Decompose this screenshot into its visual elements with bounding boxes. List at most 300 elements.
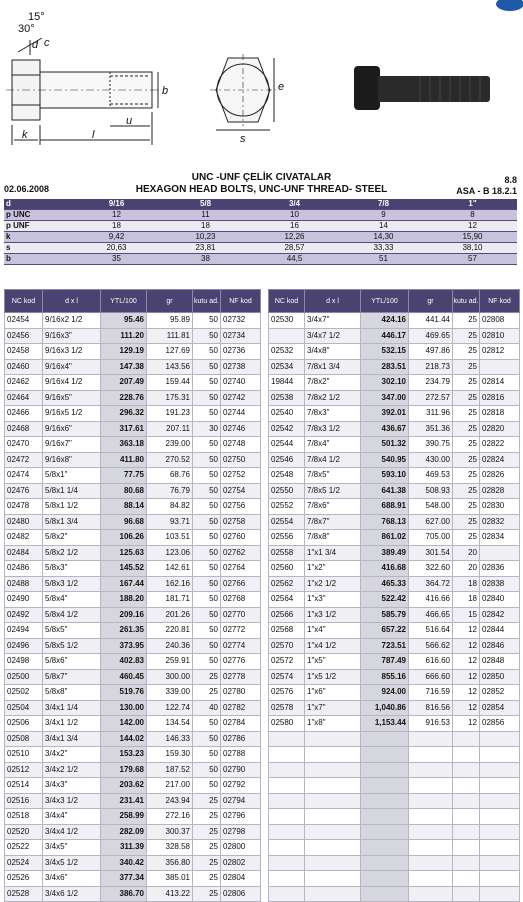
- size-cell: 5/8x4": [43, 592, 101, 608]
- nc-code-cell: 02532: [269, 344, 305, 360]
- nc-code-cell: 02462: [5, 375, 43, 391]
- size-cell: 1"x7": [305, 700, 361, 716]
- box-qty-cell: 12: [453, 700, 480, 716]
- size-cell: 1"x3": [305, 592, 361, 608]
- size-cell: 7/8x5 1/2: [305, 483, 361, 499]
- price-cell: 209.16: [101, 607, 147, 623]
- column-header: NC kod: [5, 290, 43, 313]
- size-cell: 9/16x5 1/2: [43, 406, 101, 422]
- nf-code-cell: 02822: [480, 437, 520, 453]
- spec-cell: 10: [250, 210, 339, 221]
- nf-code-cell: 02816: [480, 390, 520, 406]
- nc-code-cell: 02514: [5, 778, 43, 794]
- price-cell: 125.63: [101, 545, 147, 561]
- spec-row-label: k: [4, 232, 72, 243]
- spec-cell: 57: [428, 254, 517, 265]
- weight-cell: 548.00: [409, 499, 453, 515]
- weight-cell: 705.00: [409, 530, 453, 546]
- table-row: [269, 359, 520, 375]
- weight-cell: 142.61: [147, 561, 193, 577]
- box-qty-cell: 50: [193, 762, 221, 778]
- nc-code-cell: 02572: [269, 654, 305, 670]
- box-qty-cell: 50: [193, 328, 221, 344]
- price-cell: 188.20: [101, 592, 147, 608]
- price-cell: 77.75: [101, 468, 147, 484]
- dim-s-label: s: [240, 133, 246, 145]
- box-qty-cell: 25: [453, 359, 480, 375]
- column-header: YTL/100: [101, 290, 147, 313]
- spec-table: [4, 199, 517, 265]
- box-qty-cell: 50: [193, 561, 221, 577]
- nc-code-cell: 02578: [269, 700, 305, 716]
- nf-code-cell: [480, 762, 520, 778]
- column-header: NF kod: [480, 290, 520, 313]
- nf-code-cell: [480, 359, 520, 375]
- nc-code-cell: 02560: [269, 561, 305, 577]
- size-cell: [305, 747, 361, 763]
- weight-cell: [409, 840, 453, 856]
- weight-cell: 300.37: [147, 824, 193, 840]
- box-qty-cell: 50: [193, 437, 221, 453]
- size-cell: 3/4x1 1/2: [43, 716, 101, 732]
- weight-cell: [409, 886, 453, 902]
- nc-code-cell: 02486: [5, 561, 43, 577]
- price-cell: 501.32: [361, 437, 409, 453]
- weight-cell: 356.80: [147, 855, 193, 871]
- table-row: [5, 840, 261, 856]
- table-row: [269, 607, 520, 623]
- box-qty-cell: 25: [453, 483, 480, 499]
- weight-cell: 716.59: [409, 685, 453, 701]
- size-cell: 3/4x8": [305, 344, 361, 360]
- nf-code-cell: 02750: [221, 452, 261, 468]
- weight-cell: 181.71: [147, 592, 193, 608]
- box-qty-cell: 25: [193, 793, 221, 809]
- nf-code-cell: 02774: [221, 638, 261, 654]
- table-row: [5, 654, 261, 670]
- weight-cell: 95.89: [147, 313, 193, 329]
- box-qty-cell: 18: [453, 592, 480, 608]
- price-cell: 411.80: [101, 452, 147, 468]
- table-row: [5, 561, 261, 577]
- weight-cell: 207.11: [147, 421, 193, 437]
- nc-code-cell: 02456: [5, 328, 43, 344]
- weight-cell: 508.93: [409, 483, 453, 499]
- size-cell: 7/8x4": [305, 437, 361, 453]
- size-cell: 1"x1 3/4: [305, 545, 361, 561]
- nf-code-cell: 02814: [480, 375, 520, 391]
- nf-code-cell: 02832: [480, 514, 520, 530]
- table-row: [5, 483, 261, 499]
- box-qty-cell: [453, 793, 480, 809]
- spec-row-label: p UNC: [4, 210, 72, 221]
- nc-code-cell: 02474: [5, 468, 43, 484]
- price-cell: 207.49: [101, 375, 147, 391]
- price-cell: 723.51: [361, 638, 409, 654]
- size-cell: 5/8x2": [43, 530, 101, 546]
- box-qty-cell: 25: [193, 855, 221, 871]
- nc-code-cell: [269, 762, 305, 778]
- size-cell: 3/4x4 1/2: [43, 824, 101, 840]
- table-row: [269, 499, 520, 515]
- column-header: NC kod: [269, 290, 305, 313]
- box-qty-cell: 40: [193, 700, 221, 716]
- nc-code-cell: 02454: [5, 313, 43, 329]
- price-cell: 436.67: [361, 421, 409, 437]
- column-header: d x l: [305, 290, 361, 313]
- nc-code-cell: 02506: [5, 716, 43, 732]
- weight-cell: 76.79: [147, 483, 193, 499]
- price-table-right: [268, 289, 520, 902]
- table-row: [5, 638, 261, 654]
- column-header: kutu ad.: [193, 290, 221, 313]
- price-cell: 129.19: [101, 344, 147, 360]
- price-cell: 373.95: [101, 638, 147, 654]
- box-qty-cell: [453, 747, 480, 763]
- dim-c-label: c: [44, 37, 50, 49]
- nc-code-cell: [269, 855, 305, 871]
- nf-code-cell: 02856: [480, 716, 520, 732]
- size-cell: 1"x4 1/2: [305, 638, 361, 654]
- size-cell: 9/16x4 1/2: [43, 375, 101, 391]
- nc-code-cell: 02546: [269, 452, 305, 468]
- price-cell: 144.02: [101, 731, 147, 747]
- price-cell: 540.95: [361, 452, 409, 468]
- price-cell: [361, 778, 409, 794]
- box-qty-cell: [453, 762, 480, 778]
- box-qty-cell: [453, 731, 480, 747]
- table-row: [5, 809, 261, 825]
- table-row: [269, 344, 520, 360]
- price-cell: 258.99: [101, 809, 147, 825]
- price-cell: 231.41: [101, 793, 147, 809]
- nf-code-cell: 02732: [221, 313, 261, 329]
- weight-cell: 364.72: [409, 576, 453, 592]
- table-row: [5, 731, 261, 747]
- price-cell: [361, 762, 409, 778]
- size-cell: 3/4x6": [43, 871, 101, 887]
- table-row: [5, 685, 261, 701]
- spec-cell: 5/8: [161, 199, 250, 210]
- nc-code-cell: 02538: [269, 390, 305, 406]
- table-row: [269, 545, 520, 561]
- weight-cell: 84.82: [147, 499, 193, 515]
- price-cell: 311.39: [101, 840, 147, 856]
- price-cell: 641.38: [361, 483, 409, 499]
- table-row: [269, 731, 520, 747]
- weight-cell: 466.65: [409, 607, 453, 623]
- price-cell: 145.52: [101, 561, 147, 577]
- size-cell: [305, 855, 361, 871]
- logo-mark: [496, 0, 523, 11]
- nf-code-cell: 02844: [480, 623, 520, 639]
- nf-code-cell: 02854: [480, 700, 520, 716]
- weight-cell: [409, 793, 453, 809]
- size-cell: 9/16x7": [43, 437, 101, 453]
- table-row: [5, 669, 261, 685]
- spec-row-label: p UNF: [4, 221, 72, 232]
- weight-cell: 272.57: [409, 390, 453, 406]
- angle-15-label: 15°: [28, 11, 45, 23]
- column-header: gr: [409, 290, 453, 313]
- size-cell: 1"x4": [305, 623, 361, 639]
- nf-code-cell: 02808: [480, 313, 520, 329]
- box-qty-cell: 25: [453, 468, 480, 484]
- box-qty-cell: 25: [193, 871, 221, 887]
- nf-code-cell: 02772: [221, 623, 261, 639]
- nf-code-cell: [480, 840, 520, 856]
- box-qty-cell: 25: [193, 809, 221, 825]
- spec-cell: 51: [339, 254, 428, 265]
- box-qty-cell: 25: [453, 452, 480, 468]
- box-qty-cell: 25: [453, 437, 480, 453]
- nf-code-cell: 02736: [221, 344, 261, 360]
- box-qty-cell: 50: [193, 313, 221, 329]
- nf-code-cell: 02828: [480, 483, 520, 499]
- price-cell: 657.22: [361, 623, 409, 639]
- table-row: [5, 623, 261, 639]
- weight-cell: 627.00: [409, 514, 453, 530]
- nf-code-cell: [480, 793, 520, 809]
- nf-code-cell: 02752: [221, 468, 261, 484]
- size-cell: 1"x8": [305, 716, 361, 732]
- nc-code-cell: 02476: [5, 483, 43, 499]
- size-cell: 1"x5": [305, 654, 361, 670]
- spec-cell: 7/8: [339, 199, 428, 210]
- nc-code-cell: 02518: [5, 809, 43, 825]
- size-cell: 7/8x4 1/2: [305, 452, 361, 468]
- price-cell: 1,153.44: [361, 716, 409, 732]
- weight-cell: 159.30: [147, 747, 193, 763]
- dim-k-label: k: [22, 129, 28, 141]
- weight-cell: 413.22: [147, 886, 193, 902]
- weight-cell: 103.51: [147, 530, 193, 546]
- size-cell: 5/8x1 1/4: [43, 483, 101, 499]
- box-qty-cell: 25: [453, 390, 480, 406]
- table-row: [5, 452, 261, 468]
- nc-code-cell: 02466: [5, 406, 43, 422]
- nc-code-cell: [269, 840, 305, 856]
- spec-row-label: d: [4, 199, 72, 210]
- table-row: [5, 328, 261, 344]
- table-row: [269, 762, 520, 778]
- nf-code-cell: 02742: [221, 390, 261, 406]
- table-row: [5, 499, 261, 515]
- weight-cell: 385.01: [147, 871, 193, 887]
- nc-code-cell: 02534: [269, 359, 305, 375]
- weight-cell: 272.16: [147, 809, 193, 825]
- size-cell: 5/8x1 1/2: [43, 499, 101, 515]
- table-row: [269, 406, 520, 422]
- weight-cell: 220.81: [147, 623, 193, 639]
- nc-code-cell: 02526: [5, 871, 43, 887]
- nf-code-cell: 02804: [221, 871, 261, 887]
- box-qty-cell: 50: [193, 406, 221, 422]
- box-qty-cell: 50: [193, 607, 221, 623]
- weight-cell: 666.60: [409, 669, 453, 685]
- nc-code-cell: 02482: [5, 530, 43, 546]
- nf-code-cell: 02852: [480, 685, 520, 701]
- size-cell: [305, 886, 361, 902]
- weight-cell: 300.00: [147, 669, 193, 685]
- column-header: gr: [147, 290, 193, 313]
- table-row: [5, 778, 261, 794]
- weight-cell: 201.26: [147, 607, 193, 623]
- dim-l-label: l: [92, 129, 95, 141]
- spec-cell: 18: [161, 221, 250, 232]
- nf-code-cell: [480, 824, 520, 840]
- nf-code-cell: 02796: [221, 809, 261, 825]
- nc-code-cell: 02516: [5, 793, 43, 809]
- nc-code-cell: 02554: [269, 514, 305, 530]
- price-cell: 424.16: [361, 313, 409, 329]
- weight-cell: 123.06: [147, 545, 193, 561]
- box-qty-cell: 50: [193, 731, 221, 747]
- box-qty-cell: [453, 871, 480, 887]
- box-qty-cell: 30: [193, 421, 221, 437]
- nc-code-cell: 02528: [5, 886, 43, 902]
- table-row: [269, 592, 520, 608]
- size-cell: 9/16x5": [43, 390, 101, 406]
- angle-30-label: 30°: [18, 23, 35, 35]
- size-cell: 1"x5 1/2: [305, 669, 361, 685]
- weight-cell: 243.94: [147, 793, 193, 809]
- spec-cell: 12,26: [250, 232, 339, 243]
- weight-cell: 134.54: [147, 716, 193, 732]
- spec-cell: 28,57: [250, 243, 339, 254]
- table-row: [269, 452, 520, 468]
- nc-code-cell: 02522: [5, 840, 43, 856]
- nf-code-cell: 02762: [221, 545, 261, 561]
- spec-cell: 14,30: [339, 232, 428, 243]
- box-qty-cell: [453, 778, 480, 794]
- box-qty-cell: 25: [193, 886, 221, 902]
- box-qty-cell: 20: [453, 561, 480, 577]
- size-cell: 5/8x5 1/2: [43, 638, 101, 654]
- nc-code-cell: 02478: [5, 499, 43, 515]
- price-cell: 96.68: [101, 514, 147, 530]
- table-row: [5, 793, 261, 809]
- weight-cell: [409, 855, 453, 871]
- nf-code-cell: 02780: [221, 685, 261, 701]
- box-qty-cell: 12: [453, 685, 480, 701]
- dim-u-label: u: [126, 115, 133, 127]
- weight-cell: 187.52: [147, 762, 193, 778]
- weight-cell: 497.86: [409, 344, 453, 360]
- size-cell: 5/8x8": [43, 685, 101, 701]
- nc-code-cell: 02576: [269, 685, 305, 701]
- price-cell: 924.00: [361, 685, 409, 701]
- box-qty-cell: 25: [193, 840, 221, 856]
- weight-cell: 234.79: [409, 375, 453, 391]
- price-cell: 519.76: [101, 685, 147, 701]
- price-cell: 465.33: [361, 576, 409, 592]
- weight-cell: 469.65: [409, 328, 453, 344]
- nf-code-cell: 02798: [221, 824, 261, 840]
- nc-code-cell: 02566: [269, 607, 305, 623]
- price-cell: 1,040.86: [361, 700, 409, 716]
- nf-code-cell: 02756: [221, 499, 261, 515]
- nf-code-cell: 02766: [221, 576, 261, 592]
- table-row: [5, 747, 261, 763]
- size-cell: 3/4x6 1/2: [43, 886, 101, 902]
- nc-code-cell: 02580: [269, 716, 305, 732]
- weight-cell: 916.53: [409, 716, 453, 732]
- table-row: [269, 390, 520, 406]
- weight-cell: [409, 871, 453, 887]
- size-cell: 9/16x3 1/2: [43, 344, 101, 360]
- nf-code-cell: 02788: [221, 747, 261, 763]
- nf-code-cell: 02812: [480, 344, 520, 360]
- price-cell: 88.14: [101, 499, 147, 515]
- table-row: [5, 576, 261, 592]
- weight-cell: 68.76: [147, 468, 193, 484]
- box-qty-cell: 25: [453, 344, 480, 360]
- weight-cell: 441.44: [409, 313, 453, 329]
- table-row: [269, 514, 520, 530]
- nc-code-cell: 02552: [269, 499, 305, 515]
- price-cell: 402.83: [101, 654, 147, 670]
- size-cell: 7/8x2": [305, 375, 361, 391]
- table-row: [269, 530, 520, 546]
- dim-e-label: e: [278, 81, 285, 93]
- size-cell: 1"x6": [305, 685, 361, 701]
- box-qty-cell: 20: [453, 545, 480, 561]
- nf-code-cell: 02834: [480, 530, 520, 546]
- nc-code-cell: 02464: [5, 390, 43, 406]
- nf-code-cell: [480, 809, 520, 825]
- table-row: [269, 468, 520, 484]
- nf-code-cell: 02840: [480, 592, 520, 608]
- nc-code-cell: 02492: [5, 607, 43, 623]
- spec-row: [4, 243, 517, 254]
- box-qty-cell: 12: [453, 638, 480, 654]
- price-cell: [361, 824, 409, 840]
- spec-row: [4, 199, 517, 210]
- price-cell: 153.23: [101, 747, 147, 763]
- weight-cell: 239.00: [147, 437, 193, 453]
- weight-cell: 301.54: [409, 545, 453, 561]
- spec-cell: 9/16: [72, 199, 161, 210]
- size-cell: 7/8x7": [305, 514, 361, 530]
- size-cell: 3/4x2": [43, 747, 101, 763]
- nf-code-cell: 02794: [221, 793, 261, 809]
- price-cell: [361, 886, 409, 902]
- table-row: [5, 406, 261, 422]
- price-cell: 80.68: [101, 483, 147, 499]
- nc-code-cell: 02504: [5, 700, 43, 716]
- spec-cell: 44,5: [250, 254, 339, 265]
- box-qty-cell: 25: [453, 514, 480, 530]
- spec-cell: 15,90: [428, 232, 517, 243]
- nf-code-cell: 02838: [480, 576, 520, 592]
- table-row: [269, 747, 520, 763]
- box-qty-cell: 50: [193, 375, 221, 391]
- spec-cell: 16: [250, 221, 339, 232]
- size-cell: 5/8x1 3/4: [43, 514, 101, 530]
- nf-code-cell: 02842: [480, 607, 520, 623]
- nf-code-cell: [480, 871, 520, 887]
- size-cell: 3/4x5 1/2: [43, 855, 101, 871]
- nc-code-cell: 02508: [5, 731, 43, 747]
- weight-cell: 162.16: [147, 576, 193, 592]
- size-cell: 3/4x7 1/2: [305, 328, 361, 344]
- nf-code-cell: 02770: [221, 607, 261, 623]
- nc-code-cell: 02562: [269, 576, 305, 592]
- size-cell: 5/8x1": [43, 468, 101, 484]
- nc-code-cell: 02500: [5, 669, 43, 685]
- weight-cell: 469.53: [409, 468, 453, 484]
